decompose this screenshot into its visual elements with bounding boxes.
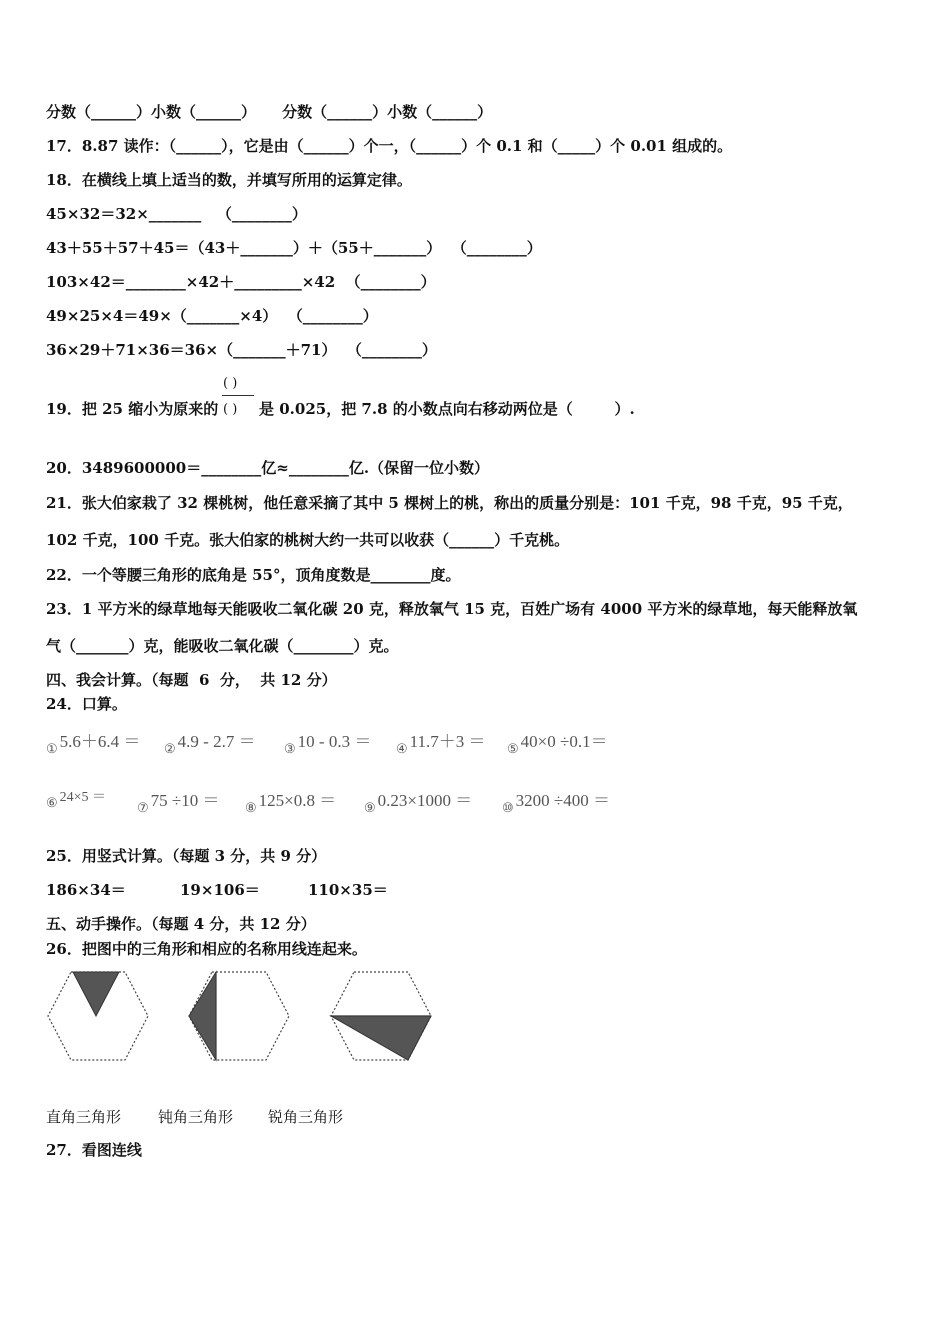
question-18: 18．在横线上填上适当的数，并填写所用的运算定律。 — [46, 171, 412, 189]
label-right-triangle: 直角三角形 — [46, 1108, 122, 1126]
question-21-line1: 21．张大伯家栽了 32 棵桃树，他任意采摘了其中 5 棵树上的桃，称出的质量分别是：101 千克，98 千克，95 千克， — [46, 494, 853, 512]
question-23-line2: 气（_______）克，能吸收二氧化碳（________）克。 — [46, 637, 399, 655]
oral-item: $_①$ 5.6＋6.4 ＝ — [46, 732, 141, 756]
question-21-line2: 102 千克，100 千克。张大伯家的桃树大约一共可以收获（______）千克桃。 — [46, 531, 570, 549]
hexagon-figure-1 — [46, 970, 150, 1062]
oral-item: $_⑧$ 125×0.8 ＝ — [245, 791, 337, 815]
shaded-triangle — [73, 972, 119, 1016]
question-18e: 36×29＋71×36＝36×（_______＋71） （________） — [46, 341, 437, 359]
column-calc-item: 186×34＝ — [46, 881, 126, 899]
question-18c: 103×42＝________×42＋_________×42 （________） — [46, 273, 436, 291]
fraction-bar — [222, 395, 254, 396]
question-20: 20．3489600000＝________亿≈________亿.（保留一位小数） — [46, 459, 490, 477]
column-calc-item: 19×106＝ — [180, 881, 260, 899]
section-4-heading: 四、我会计算。（每题 6 分， 共 12 分） — [46, 671, 337, 689]
oral-item: $_③$ 10 - 0.3 ＝ — [284, 732, 372, 756]
question-18d: 49×25×4＝49×（_______×4） （________） — [46, 307, 378, 325]
question-18b: 43＋55＋57＋45＝（43＋_______）＋（55＋_______） （________） — [46, 239, 542, 257]
oral-item: $_⑩$ 3200 ÷400 ＝ — [502, 791, 610, 815]
column-calc-item: 110×35＝ — [308, 881, 388, 899]
question-25: 25．用竖式计算。（每题 3 分，共 9 分） — [46, 847, 327, 865]
oral-item: $_⑦$ 75 ÷10 ＝ — [137, 791, 220, 815]
line-16-answer: 分数（______）小数（______） 分数（______）小数（______） — [46, 103, 493, 121]
oral-item: $_②$ 4.9 - 2.7 ＝ — [164, 732, 256, 756]
question-19-suffix: 是 0.025，把 7.8 的小数点向右移动两位是（ ）. — [259, 400, 635, 418]
hexagon-figure-2 — [187, 970, 291, 1062]
fraction-numerator: ( ) — [223, 376, 238, 391]
question-26: 26．把图中的三角形和相应的名称用线连起来。 — [46, 940, 367, 958]
fraction-denominator: ( ) — [223, 402, 238, 417]
question-17: 17．8.87 读作：（______），它是由（______）个一，（______）个 0.1 和（_____）个 0.01 组成的。 — [46, 137, 733, 155]
question-23-line1: 23．1 平方米的绿草地每天能吸收二氧化碳 20 克，释放氧气 15 克，百姓广场有 4000 平方米的绿草地，每天能释放氧 — [46, 600, 858, 618]
question-22: 22．一个等腰三角形的底角是 55°，顶角度数是________度。 — [46, 566, 461, 584]
section-5-heading: 五、动手操作。（每题 4 分，共 12 分） — [46, 915, 316, 933]
question-18a: 45×32＝32×_______ （________） — [46, 205, 307, 223]
question-24: 24．口算。 — [46, 695, 127, 713]
question-19-prefix: 19．把 25 缩小为原来的 — [46, 400, 219, 418]
label-obtuse-triangle: 钝角三角形 — [158, 1108, 234, 1126]
oral-item: $_④$ 11.7＋3 ＝ — [396, 732, 486, 756]
oral-item: $_⑤$ 40×0 ÷0.1＝ — [507, 732, 608, 756]
shaded-triangle — [189, 972, 216, 1060]
hexagon-figure-3 — [329, 970, 433, 1062]
oral-item: $_⑥$ 24×5 ＝ — [46, 790, 107, 810]
label-acute-triangle: 锐角三角形 — [268, 1108, 344, 1126]
question-27: 27．看图连线 — [46, 1141, 142, 1159]
shaded-triangle — [331, 1016, 431, 1060]
oral-item: $_⑨$ 0.23×1000 ＝ — [364, 791, 473, 815]
